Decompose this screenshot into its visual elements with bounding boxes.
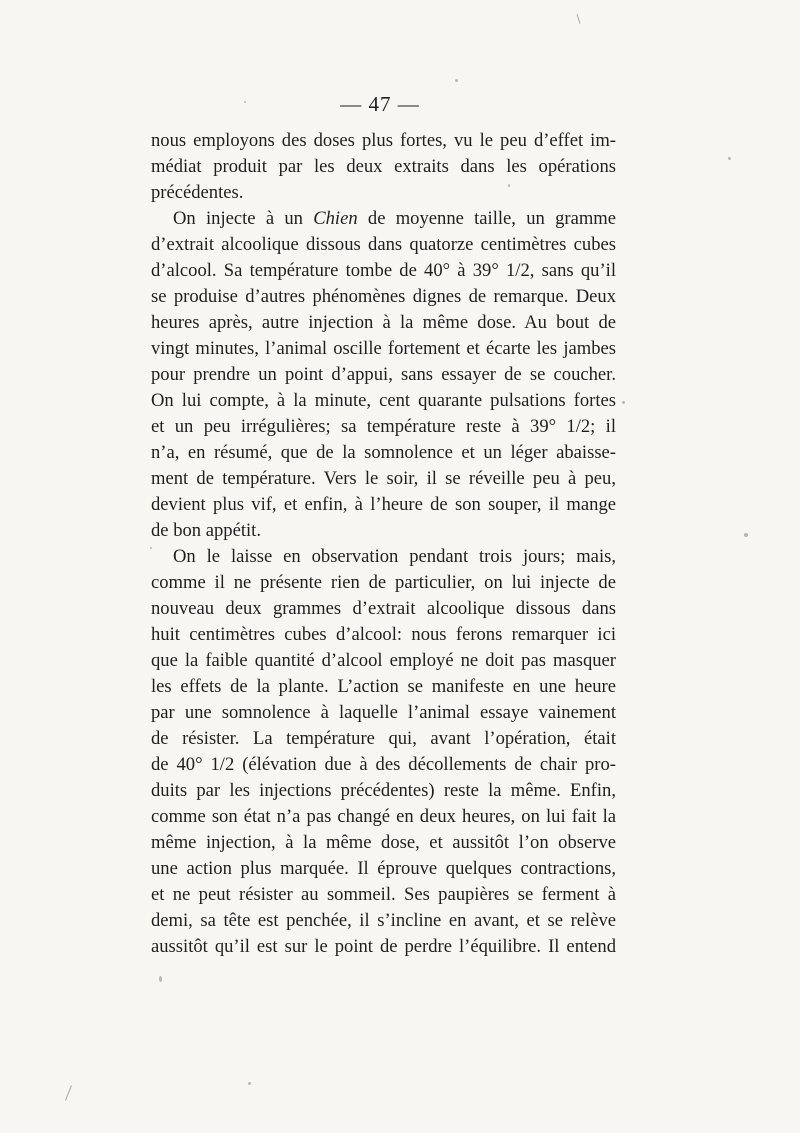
text-line: que la faible quantité d’alcool employé ne doit pas masquer — [151, 650, 616, 671]
text-line: heures après, autre injection à la même dose. Au bout de — [151, 312, 616, 333]
scan-speck — [248, 1082, 251, 1085]
text-line: On injecte à un Chien de moyenne taille, un gramme — [173, 208, 617, 229]
scan-speck — [244, 101, 246, 103]
text-line: duits par les injections précédentes) reste la même. Enfin, — [151, 780, 616, 801]
text-line: On lui compte, à la minute, cent quarante pulsations fortes — [151, 390, 616, 411]
text-line: comme son état n’a pas changé en deux heures, on lui fait la — [151, 806, 616, 827]
text-line: médiat produit par les deux extraits dans les opérations — [151, 156, 616, 177]
text-line: de résister. La température qui, avant l’opération, était — [151, 728, 616, 749]
text-line: se produise d’autres phénomènes dignes de remarque. Deux — [151, 286, 616, 307]
text-line: les effets de la plante. L’action se manifeste en une heure — [151, 676, 616, 697]
text-line: On le laisse en observation pendant trois jours; mais, — [173, 546, 616, 567]
text-line: pour prendre un point d’appui, sans essayer de se coucher. — [151, 364, 616, 385]
text-line: d’alcool. Sa température tombe de 40° à 39° 1/2, sans qu’il — [151, 260, 616, 281]
scan-speck — [159, 976, 162, 982]
text-line: vingt minutes, l’animal oscille fortement et écarte les jambes — [151, 338, 616, 359]
text-line: comme il ne présente rien de particulier, on lui injecte de — [151, 572, 616, 593]
text-line: une action plus marquée. Il éprouve quelques contractions, — [151, 858, 616, 879]
text-line: demi, sa tête est penchée, il s’incline en avant, et se relève — [151, 910, 616, 931]
text-line: de 40° 1/2 (élévation due à des décollements de chair pro- — [151, 754, 616, 775]
scan-speck — [455, 79, 458, 82]
scan-mark — [576, 14, 580, 24]
page-number: — 47 — — [340, 92, 420, 116]
text-line: nous employons des doses plus fortes, vu le peu d’effet im- — [151, 130, 616, 151]
scan-speck — [744, 533, 748, 537]
scan-speck — [622, 401, 625, 404]
text-line: nouveau deux grammes d’extrait alcoolique dissous dans — [151, 598, 616, 619]
text-line: devient plus vif, et enfin, à l’heure de son souper, il mange — [151, 494, 616, 515]
body-text — [151, 128, 616, 960]
scan-speck — [508, 184, 510, 187]
text-line: de bon appétit. — [151, 520, 261, 541]
scan-speck — [728, 157, 731, 160]
text-line: et ne peut résister au sommeil. Ses paupières se ferment à — [151, 884, 616, 905]
text-line: même injection, à la même dose, et aussitôt l’on observe — [151, 832, 616, 853]
text-line: huit centimètres cubes d’alcool: nous ferons remarquer ici — [151, 624, 616, 645]
scan-mark — [65, 1085, 72, 1100]
text-line: d’extrait alcoolique dissous dans quatorze centimètres cubes — [151, 234, 616, 255]
text-line: ment de température. Vers le soir, il se réveille peu à peu, — [151, 468, 616, 489]
text-line: par une somnolence à laquelle l’animal essaye vainement — [151, 702, 616, 723]
text-line: n’a, en résumé, que de la somnolence et un léger abaisse- — [151, 442, 616, 463]
scan-speck — [150, 547, 152, 549]
text-line: aussitôt qu’il est sur le point de perdre l’équilibre. Il entend — [151, 936, 616, 957]
text-line: précédentes. — [151, 182, 244, 203]
text-line: et un peu irrégulières; sa température reste à 39° 1/2; il — [151, 416, 616, 437]
